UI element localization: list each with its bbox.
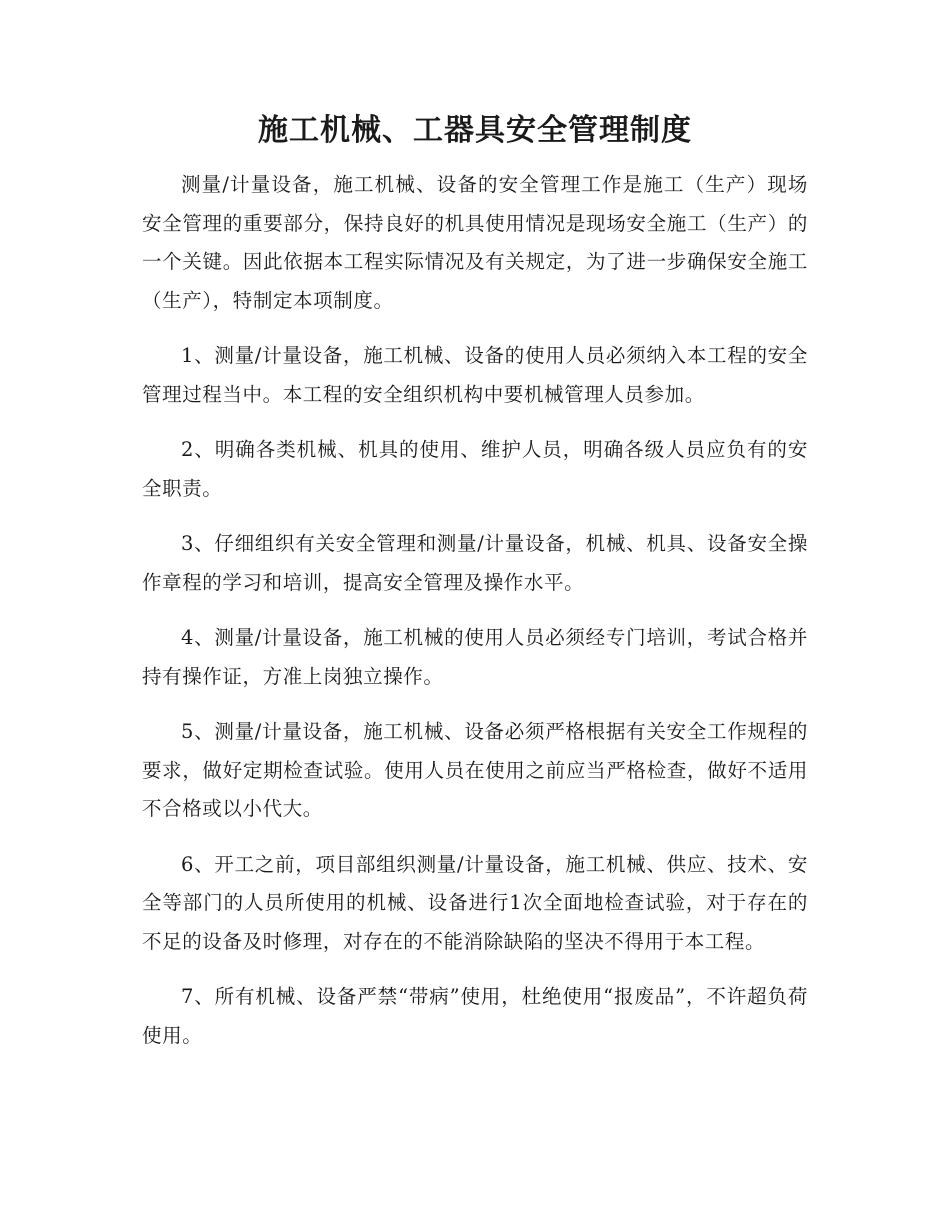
rule-paragraph-7: 7、所有机械、设备严禁“带病”使用，杜绝使用“报废品”，不许超负荷使用。 (142, 985, 808, 1047)
document-body (142, 166, 808, 1072)
rule-paragraph-1: 1、测量/计量设备，施工机械、设备的使用人员必须纳入本工程的安全管理过程当中。本工程的安全组织机构中要机械管理人员参加。 (142, 344, 808, 406)
rule-paragraph-2: 2、明确各类机械、机具的使用、维护人员，明确各级人员应负有的安全职责。 (142, 438, 808, 500)
intro-paragraph: 测量/计量设备，施工机械、设备的安全管理工作是施工（生产）现场安全管理的重要部分，保持良好的机具使用情况是现场安全施工（生产）的一个关键。因此依据本工程实际情况及有关规定，为了进一步确保安全施工（生产），特制定本项制度。 (142, 173, 808, 312)
rule-paragraph-4: 4、测量/计量设备，施工机械的使用人员必须经专门培训，考试合格并持有操作证，方准上岗独立操作。 (142, 626, 808, 688)
document-title: 施工机械、工器具安全管理制度 (258, 113, 692, 148)
rule-paragraph-3: 3、仔细组织有关安全管理和测量/计量设备，机械、机具、设备安全操作章程的学习和培训，提高安全管理及操作水平。 (142, 532, 808, 594)
rule-paragraph-5: 5、测量/计量设备，施工机械、设备必须严格根据有关安全工作规程的要求，做好定期检查试验。使用人员在使用之前应当严格检查，做好不适用不合格或以小代大。 (142, 720, 808, 820)
rule-paragraph-6: 6、开工之前，项目部组织测量/计量设备，施工机械、供应、技术、安全等部门的人员所使用的机械、设备进行1次全面地检查试验，对于存在的不足的设备及时修理，对存在的不能消除缺陷的坚决不得用于本工程。 (142, 852, 808, 953)
